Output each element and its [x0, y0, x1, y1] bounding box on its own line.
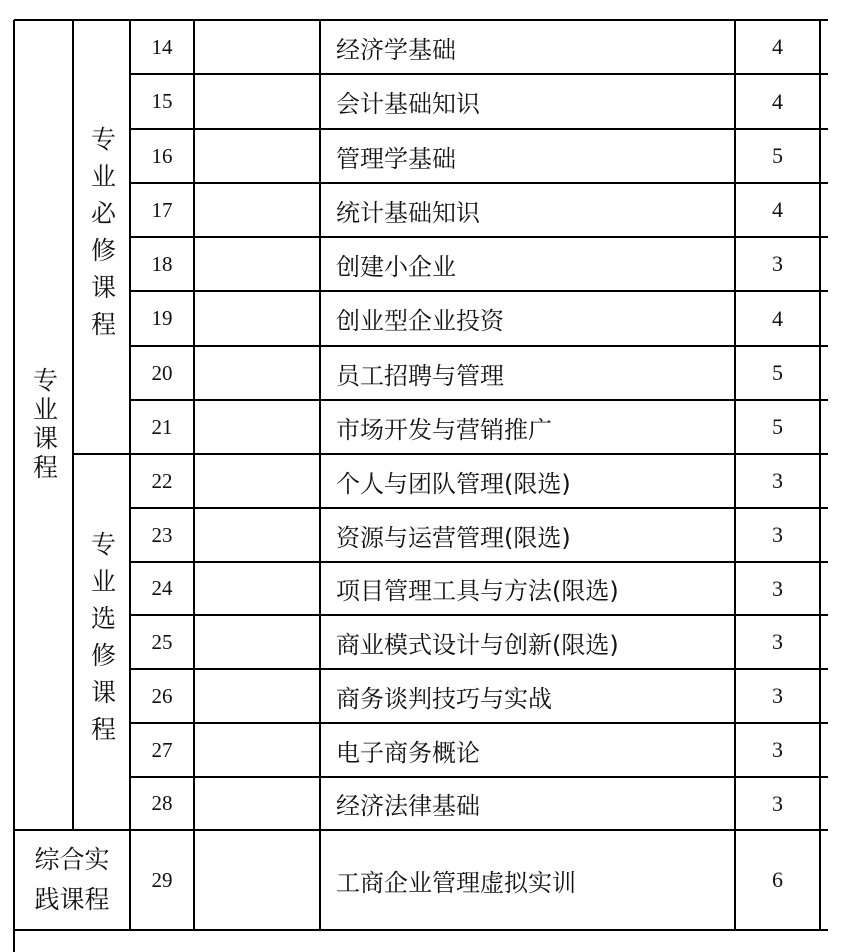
course-number: 23 — [151, 522, 173, 547]
course-number: 16 — [151, 143, 173, 168]
course-credit: 4 — [772, 305, 783, 331]
course-credit: 4 — [772, 88, 783, 114]
course-name: 经济学基础 — [336, 35, 456, 64]
course-number: 29 — [151, 867, 173, 892]
course-number: 19 — [151, 306, 173, 330]
course-name: 工商企业管理虚拟实训 — [336, 868, 576, 897]
required-group-text: 专业必修课程 — [87, 126, 117, 348]
course-name: 个人与团队管理(限选) — [336, 469, 571, 498]
course-credit: 3 — [772, 251, 783, 276]
course-number: 17 — [151, 197, 173, 222]
course-name: 项目管理工具与方法(限选) — [336, 577, 619, 605]
course-name: 统计基础知识 — [336, 198, 480, 227]
course-credit: 5 — [772, 360, 783, 385]
course-credit: 6 — [772, 867, 783, 892]
course-number: 22 — [151, 468, 173, 493]
course-number: 21 — [151, 414, 173, 439]
course-credit: 4 — [772, 197, 783, 222]
course-name: 创建小企业 — [336, 252, 456, 281]
course-credit: 5 — [772, 414, 783, 439]
course-credit: 4 — [772, 34, 783, 59]
course-name: 创业型企业投资 — [336, 307, 504, 335]
outer-category-label — [14, 20, 73, 830]
course-name: 资源与运营管理(限选) — [336, 523, 571, 552]
course-credit: 3 — [772, 522, 783, 547]
course-name: 会计基础知识 — [336, 90, 480, 118]
course-credit: 3 — [772, 683, 783, 708]
course-number: 15 — [151, 89, 173, 113]
course-name: 电子商务概论 — [336, 738, 480, 767]
course-credit: 5 — [772, 143, 783, 168]
course-number: 24 — [151, 576, 173, 600]
course-number: 14 — [151, 34, 173, 59]
course-name: 商务谈判技巧与实战 — [336, 684, 552, 713]
course-credit: 3 — [772, 629, 783, 654]
course-number: 20 — [151, 360, 173, 385]
course-credit: 3 — [772, 790, 783, 816]
elective-group-text: 专业选修课程 — [87, 531, 117, 753]
course-name: 市场开发与营销推广 — [336, 415, 552, 444]
elective-group-label — [73, 454, 130, 830]
practice-group-line-2: 践课程 — [34, 885, 110, 914]
course-name: 管理学基础 — [336, 144, 456, 173]
required-group-label — [73, 20, 130, 454]
course-name: 员工招聘与管理 — [336, 361, 504, 390]
course-credit: 3 — [772, 737, 783, 762]
course-credit: 3 — [772, 575, 783, 601]
course-number: 26 — [151, 683, 173, 708]
practice-group-label — [14, 830, 130, 930]
outer-category-text: 专业课程 — [29, 367, 59, 483]
course-number: 25 — [151, 629, 173, 654]
course-number: 28 — [151, 791, 173, 815]
course-name: 商业模式设计与创新(限选) — [336, 630, 619, 659]
course-name: 经济法律基础 — [336, 792, 480, 820]
course-number: 18 — [151, 251, 173, 276]
course-number: 27 — [151, 737, 173, 762]
course-credit: 3 — [772, 468, 783, 493]
practice-group-line-1: 综合实 — [34, 845, 110, 874]
